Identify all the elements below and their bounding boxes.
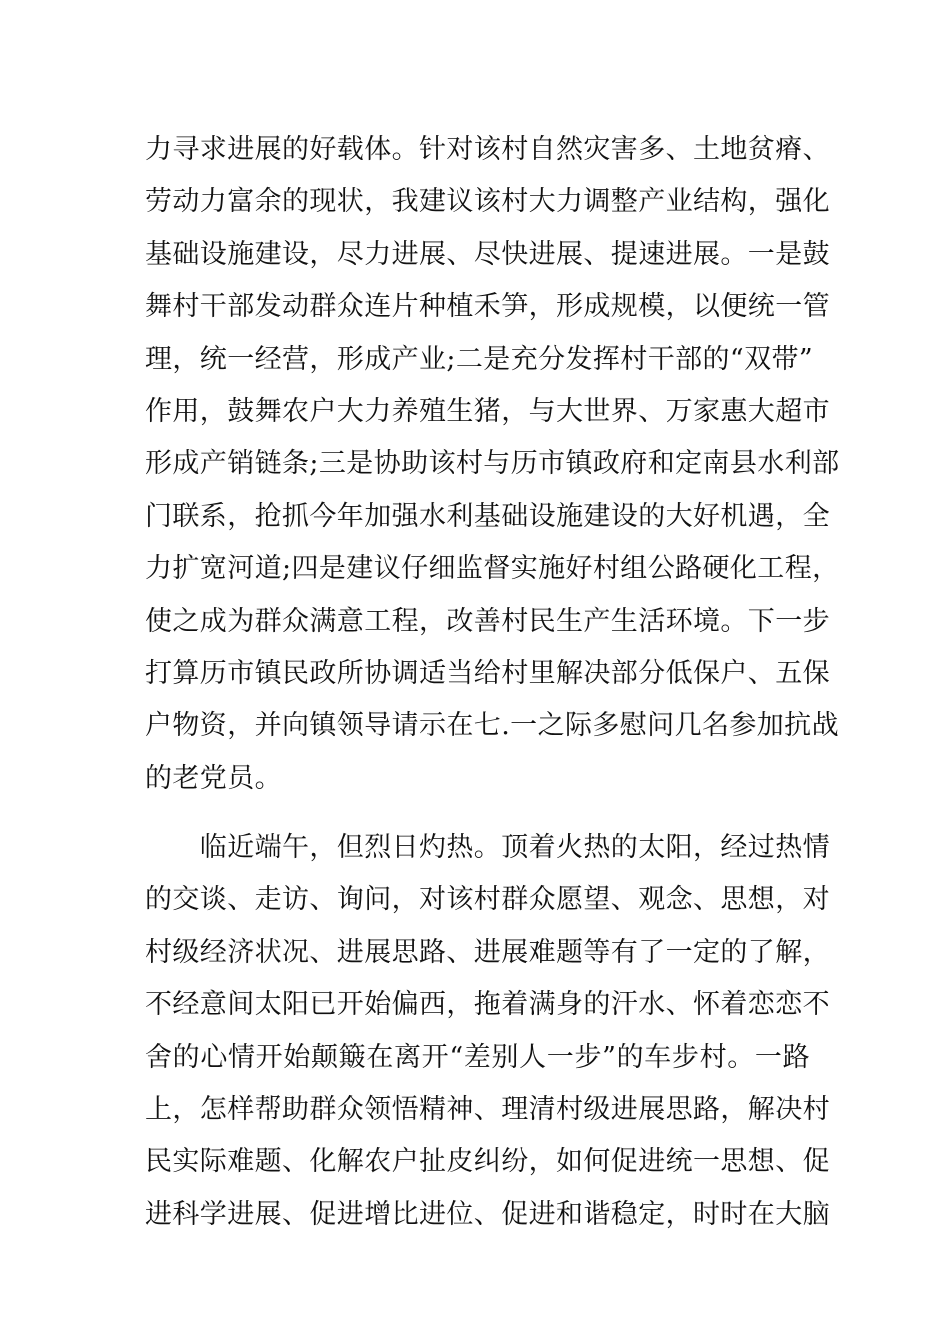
text-line: 门联系，抢抓今年加强水利基础设施建设的大好机遇，全 [145, 500, 830, 532]
text-line: 打算历市镇民政所协调适当给村里解决部分低保户、五保 [145, 657, 830, 689]
text-line: 舞村干部发动群众连片种植禾笋，形成规模，以便统一管 [145, 291, 830, 323]
text-line: 力扩宽河道;四是建议仔细监督实施好村组公路硬化工程， [145, 553, 840, 585]
text-line: 村级经济状况、进展思路、进展难题等有了一定的了解， [145, 936, 830, 968]
text-line: 的交谈、走访、询问，对该村群众愿望、观念、思想，对 [145, 884, 830, 916]
text-line: 理，统一经营，形成产业;二是充分发挥村干部的“双带” [145, 343, 814, 375]
text-line: 基础设施建设，尽力进展、尽快进展、提速进展。一是鼓 [145, 238, 830, 270]
text-line: 临近端午，但烈日灼热。顶着火热的太阳，经过热情 [145, 832, 830, 863]
paragraph-1 [145, 124, 840, 805]
text-line: 作用，鼓舞农户大力养殖生猪，与大世界、万家惠大超市 [145, 395, 830, 427]
text-line: 劳动力富余的现状，我建议该村大力调整产业结构，强化 [145, 186, 830, 218]
text-line: 形成产销链条;三是协助该村与历市镇政府和定南县水利部 [145, 448, 840, 480]
text-line: 上，怎样帮助群众领悟精神、理清村级进展思路，解决村 [145, 1093, 830, 1125]
text-line: 舍的心情开始颠簸在离开“差别人一步”的车步村。一路 [145, 1041, 810, 1073]
text-line: 不经意间太阳已开始偏西，拖着满身的汗水、怀着恋恋不 [145, 989, 830, 1021]
text-line: 户物资，并向镇领导请示在七.一之际多慰问几名参加抗战 [145, 710, 839, 742]
paragraph-2 [145, 822, 830, 1241]
text-line: 使之成为群众满意工程，改善村民生产生活环境。下一步 [145, 605, 830, 637]
text-line: 民实际难题、化解农户扯皮纠纷，如何促进统一思想、促 [145, 1146, 830, 1178]
text-line: 进科学进展、促进增比进位、促进和谐稳定，时时在大脑 [145, 1198, 830, 1230]
text-line: 的老党员。 [145, 762, 282, 794]
text-line: 力寻求进展的好载体。针对该村自然灾害多、土地贫瘠、 [145, 134, 830, 165]
